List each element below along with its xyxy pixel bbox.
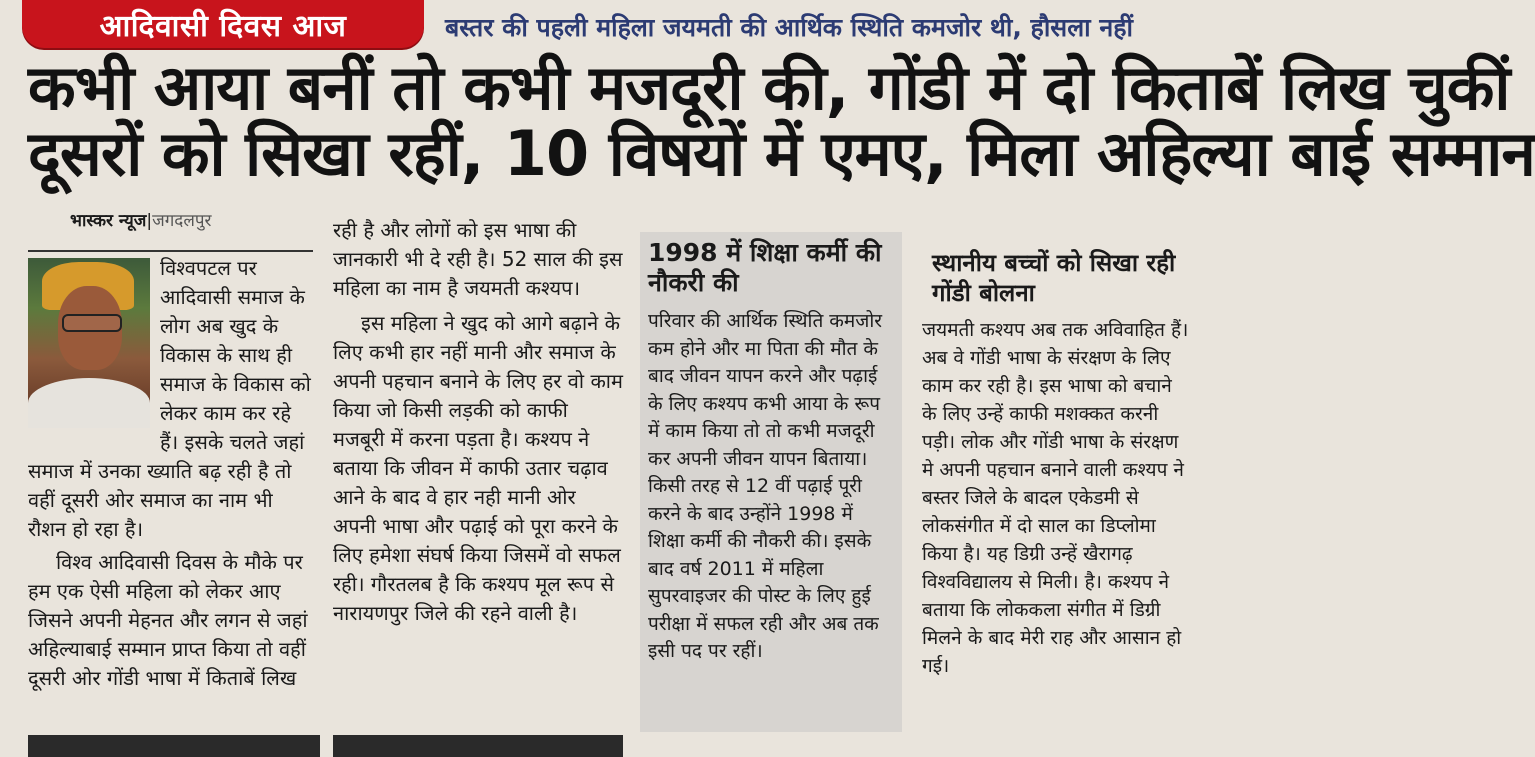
article-column-2 bbox=[333, 216, 623, 628]
section-tag-label: आदिवासी दिवस आज bbox=[99, 8, 347, 44]
section-tag bbox=[22, 0, 424, 48]
column-1-paragraph-2: विश्व आदिवासी दिवस के मौके पर हम एक ऐसी महिला को लेकर आए जिसने अपनी मेहनत और लगन से जहां अहिल्याबाई सम्मान प्राप्त किया तो वहीं दूसरी ओर गोंडी भाषा में किताबें लिख bbox=[28, 550, 308, 690]
column-2-paragraph-2: इस महिला ने खुद को आगे बढ़ाने के लिए कभी हार नहीं मानी और समाज के अपनी पहचान बनाने के लिए हर वो काम किया जो किसी लड़की को काफी मजबूरी में करना पड़ता है। कश्यप ने बताया कि जीवन में काफी उतार चढ़ाव आने के बाद वे हार नही मानी ओर अपनी भाषा और पढ़ाई को पूरा करने के लिए हमेशा संघर्ष किया जिसमें वो सफल रही। गौरतलब है कि कश्यप मूल रूप से नारायणपुर जिले की रहने वाली है। bbox=[333, 311, 623, 625]
column-3-subhead: 1998 में शिक्षा कर्मी की नौकरी की bbox=[648, 238, 882, 297]
article-column-1 bbox=[28, 250, 313, 693]
column-2-paragraph-1: रही है और लोगों को इस भाषा की जानकारी भी दे रही है। 52 साल की इस महिला का नाम है जयमती कश्यप। bbox=[333, 218, 623, 300]
byline-separator: | bbox=[146, 211, 153, 231]
article-column-4 bbox=[922, 248, 1192, 680]
footer-strip-left bbox=[28, 735, 320, 757]
headline-line-1: कभी आया बनीं तो कभी मजदूरी की, गोंडी में दो किताबें लिख चुकीं bbox=[28, 51, 1510, 124]
column-1-paragraph-1: विश्वपटल पर आदिवासी समाज के लोग अब खुद के विकास के साथ ही समाज के विकास को लेकर काम कर रहे हैं। इसके चलते जहां समाज में उनका ख्याति बढ़ रही है तो वहीं दूसरी ओर समाज का नाम भी रौशन हो रहा है। bbox=[28, 256, 311, 541]
byline bbox=[70, 208, 211, 231]
column-4-body: जयमती कश्यप अब तक अविवाहित हैं। अब वे गोंडी भाषा के संरक्षण के लिए काम कर रही है। इस भाषा को बचाने के लिए उन्हें काफी मशक्कत करनी पड़ी। लोक और गोंडी भाषा के संरक्षण मे अपनी पहचान बनाने वाली कश्यप ने बस्तर जिले के बादल एकेडमी से लोकसंगीत में दो साल का डिप्लोमा किया है। यह डिग्री उन्हें खैरागढ़ विश्वविद्यालय से मिली। है। कश्यप ने बताया कि लोककला संगीत में डिग्री मिलने के बाद मेरी राह और आसान हो गई। bbox=[922, 319, 1189, 677]
byline-place: जगदलपुर bbox=[152, 211, 212, 231]
photo-glasses bbox=[62, 314, 122, 332]
column-4-subhead: स्थानीय बच्चों को सिखा रही गोंडी बोलना bbox=[932, 249, 1176, 307]
headline bbox=[28, 51, 1535, 190]
column-3-body: परिवार की आर्थिक स्थिति कमजोर कम होने और मा पिता की मौत के बाद जीवन यापन करने और पढ़ाई के लिए कश्यप कभी आया के रूप में काम किया तो तो कभी मजदूरी कर अपनी जीवन यापन बिताया। किसी तरह से 12 वीं पढ़ाई पूरी करने के बाद उन्होंने 1998 में शिक्षा कर्मी की नौकरी की। इसके बाद वर्ष 2011 में महिला सुपरवाइजर की पोस्ट के लिए हुई परीक्षा में सफल रही और अब तक इसी पद पर रहीं। bbox=[648, 310, 883, 662]
column-1-lead bbox=[28, 250, 313, 544]
article-column-3 bbox=[640, 232, 902, 732]
byline-agency: भास्कर न्यूज bbox=[70, 211, 147, 231]
photo-shoulders bbox=[28, 378, 150, 428]
portrait-photo bbox=[28, 258, 150, 426]
kicker-line: बस्तर की पहली महिला जयमती की आर्थिक स्थिति कमजोर थी, हौसला नहीं bbox=[445, 13, 1133, 42]
headline-line-2: दूसरों को सिखा रहीं, 10 विषयों में एमए, मिला अहिल्या बाई सम्मान bbox=[28, 117, 1535, 190]
footer-strip-middle bbox=[333, 735, 623, 757]
